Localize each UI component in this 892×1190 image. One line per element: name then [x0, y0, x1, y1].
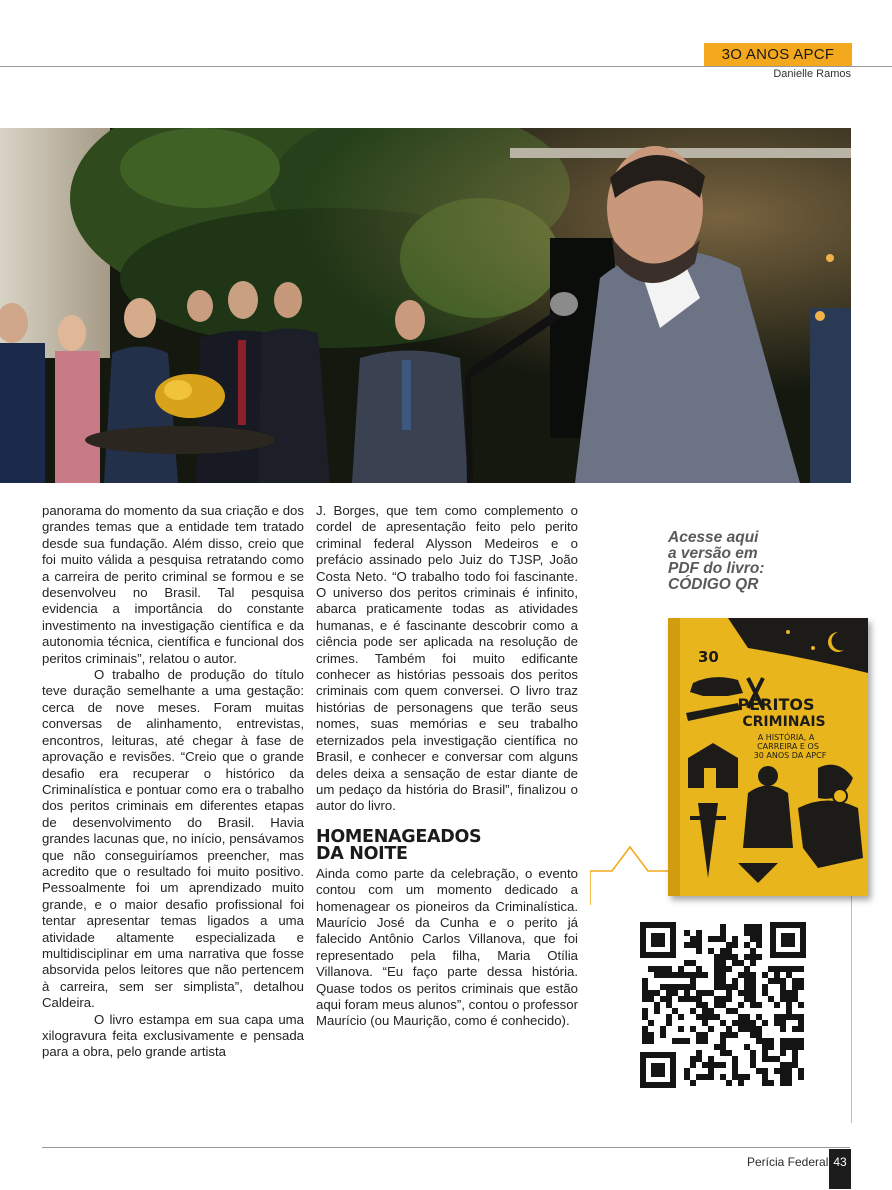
- qr-callout-label: [668, 530, 843, 592]
- paragraph: O livro estampa em sua capa uma xilogravura feita exclusivamente e pensada para a obra, pelo grande artista: [42, 1011, 304, 1060]
- subheading: [316, 826, 578, 864]
- book-cover: [668, 618, 868, 896]
- book-subtitle-1: A HISTÓRIA, A: [757, 733, 815, 742]
- header-rule: [0, 66, 892, 67]
- magazine-name: Perícia Federal: [747, 1155, 829, 1169]
- book-cover-artwork: [668, 618, 868, 896]
- book-subtitle-2: CARREIRA E OS: [757, 742, 819, 751]
- paragraph: panorama do momento da sua criação e dos grandes temas que a entidade tem tratado desde sua fundação. Além disso, creio que foi muito válida a pesquisa retratando como a carreira de perito criminal se formou e se desenvolveu no Brasil. Tal pesquisa evidencia a importância do constante investimento na investigação científica e da autonomia técnica, científica e funcional dos peritos criminais”, relatou o autor.: [42, 503, 304, 666]
- qr-label-line-4: CÓDIGO QR: [668, 575, 759, 593]
- author-name: Danielle Ramos: [773, 68, 851, 80]
- page-number: 43: [829, 1149, 851, 1189]
- subheading-line-1: HOMENAGEADOS: [316, 826, 482, 847]
- paragraph: Ainda como parte da celebração, o evento contou com um momento dedicado a homenagear os pioneiros da Criminalística. Maurício José da Cunha e o perito já falecido Antônio Carlos Villanova, que foi representado pela filha, Maria Otília Villanova. “Eu faço parte dessa história. Quase todos os peritos criminais que estão aqui foram meus alunos”, contou o professor Maurício (ou Maurição, como é conhecido).: [316, 865, 578, 1029]
- book-title-2: CRIMINAIS: [742, 714, 826, 730]
- qr-code[interactable]: [640, 922, 806, 1088]
- paragraph: J. Borges, que tem como complemento o cordel de apresentação feito pelo perito criminal federal Alysson Medeiros e o prefácio assinado pelo Juiz do TJSP, João Costa Neto. “O trabalho todo foi fascinante. O universo dos peritos criminais é infinito, abarca praticamente todas as atividades humanas, e é fascinante descobrir como a ciência pode ser aplicada na resolução de crimes. Também foi muito edificante conhecer as histórias pessoais dos peritos criminais com quem conversei. O livro traz histórias de personagens que terão seus nomes, suas memórias e seu trabalho eternizados pela investigação científica no Brasil, e conhecer e conversar com alguns deles deixa a sensação de estar diante de um pedaço da história do Brasil”, finalizou o autor do livro.: [316, 503, 578, 814]
- article-column-1: [42, 503, 304, 1061]
- event-photo-illustration: [0, 128, 851, 483]
- qr-label-line-2: a versão em: [668, 544, 758, 562]
- paragraph: O trabalho de produção do título teve duração semelhante a uma gestação: cerca de nove meses. Foram muitas conversas de alinhamento, entrevistas, encontros, leituras, até chegar à fase de aprovação e revisões. “Creio que o grande desafio era recuperar o histórico da Criminalística e pontuar como era o trabalho dos peritos criminais em diferentes etapas de desenvolvimento do Brasil. Havia grandes lacunas que, no início, pensávamos que não conseguiríamos preencher, mas acredito que o resultado foi muito positivo. Pessoalmente foi um aprendizado muito grande, e o maior desafio profissional foi tentar apresentar temas ligados a uma atividade altamente especializada e multidisciplinar em uma narrativa que fosse absorvida pelos leitores que não pertencem à carreira, sem ser simplista”, detalhou Caldeira.: [42, 667, 304, 1011]
- book-subtitle-3: 30 ANOS DA APCF: [753, 751, 827, 760]
- footer-rule: [42, 1147, 850, 1148]
- article-column-2: [316, 503, 578, 1030]
- event-photo: [0, 128, 851, 483]
- subheading-line-2: DA NOITE: [316, 843, 408, 864]
- qr-label-line-1: Acesse aqui: [668, 529, 759, 546]
- book-title-1: PERITOS: [737, 695, 815, 714]
- book-badge: 30: [698, 648, 719, 666]
- qr-label-line-3: PDF do livro:: [668, 560, 765, 577]
- section-tag: 3O ANOS APCF: [704, 43, 852, 66]
